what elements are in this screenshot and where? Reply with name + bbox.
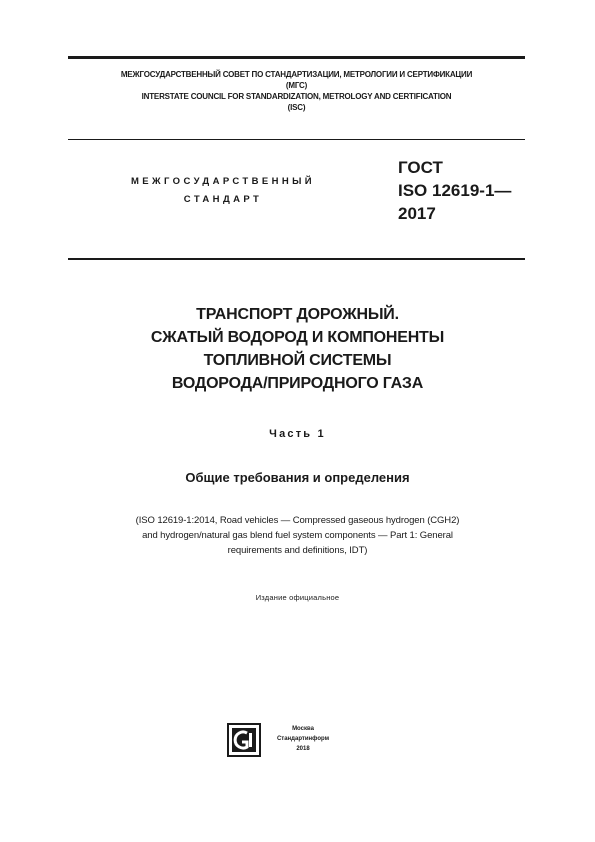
standard-code [398,156,511,225]
publisher-imprint [270,724,336,754]
publisher-name: Стандартинформ [276,736,330,742]
title-line2: СЖАТЫЙ ВОДОРОД И КОМПОНЕНТЫ [150,329,445,346]
council-ru: МЕЖГОСУДАРСТВЕННЫЙ СОВЕТ ПО СТАНДАРТИЗАЦИИ, МЕТРОЛОГИИ И СЕРТИФИКАЦИИ [120,70,473,79]
title-line1: ТРАНСПОРТ ДОРОЖНЫЙ. [196,306,399,323]
council-en: INTERSTATE COUNCIL FOR STANDARDIZATION, METROLOGY AND CERTIFICATION [141,92,452,101]
iso-reference [55,513,540,558]
bottom-rule [68,258,525,260]
middle-rule [68,139,525,140]
standartinform-logo-icon [227,723,261,757]
part-label: Часть 1 [269,428,326,440]
iso-reference-line2: and hydrogen/natural gas blend fuel system components — Part 1: General [142,530,453,541]
document-title [60,303,535,395]
publisher-city: Москва [292,726,314,732]
publisher-year: 2018 [296,746,310,752]
iso-reference-line3: requirements and definitions, IDT) [227,545,368,556]
standard-type [68,173,378,209]
title-line3: ТОПЛИВНОЙ СИСТЕМЫ [203,352,392,369]
council-en-abbr: (ISC) [287,103,306,112]
iso-reference-line1: (ISO 12619-1:2014, Road vehicles — Compressed gaseous hydrogen (CGH2) [135,515,460,526]
standard-type-line2: СТАНДАРТ [183,194,263,205]
edition-label: Издание официальное [255,593,340,602]
standard-code-line1: ГОСТ [398,158,443,177]
standard-code-line3: 2017 [398,204,436,223]
title-line4: ВОДОРОДА/ПРИРОДНОГО ГАЗА [171,375,424,392]
standard-code-line2: ISO 12619-1— [398,181,512,200]
council-header [68,69,525,113]
top-rule [68,56,525,59]
council-ru-abbr: (МГС) [285,81,308,90]
standard-type-line1: МЕЖГОСУДАРСТВЕННЫЙ [130,176,316,187]
document-subtitle: Общие требования и определения [185,470,410,485]
